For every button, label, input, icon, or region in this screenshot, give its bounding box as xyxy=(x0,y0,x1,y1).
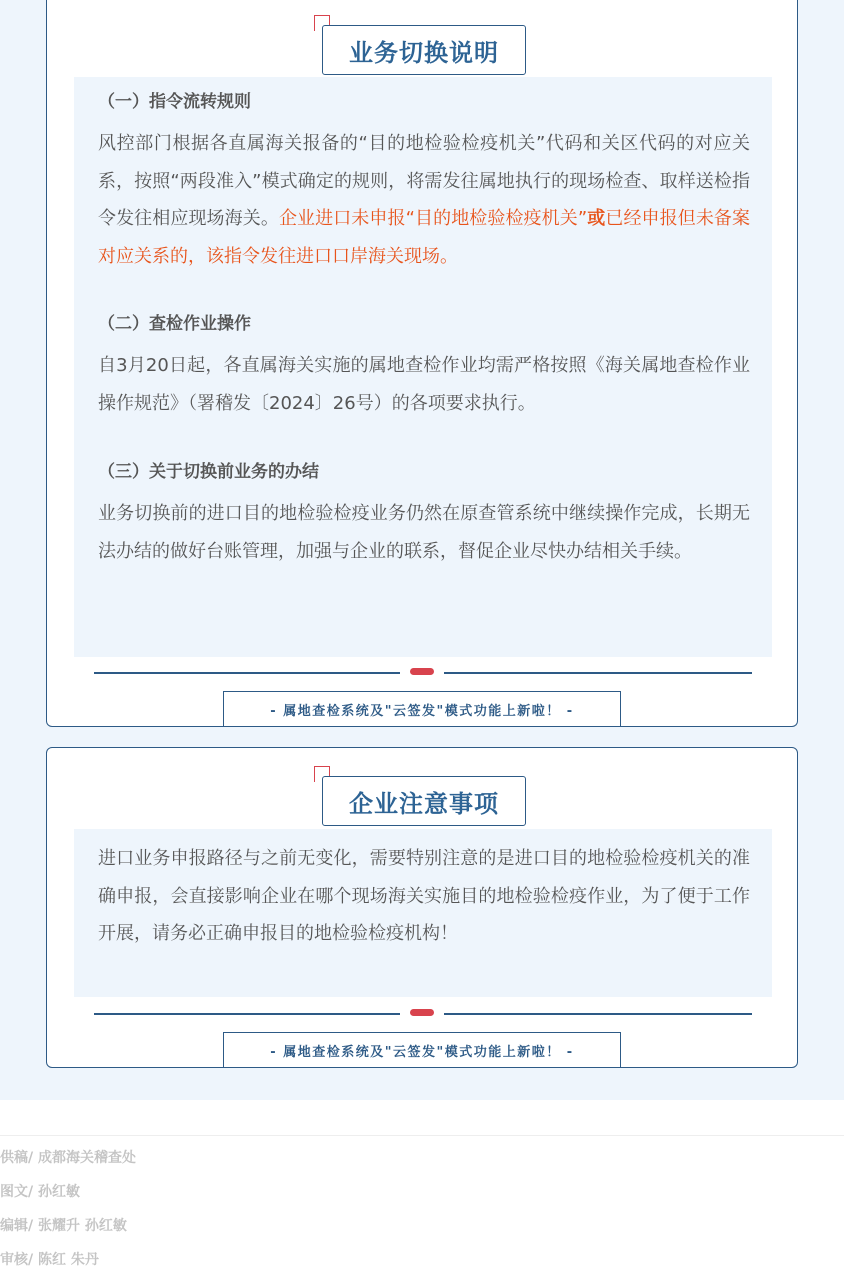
divider-line-right xyxy=(444,672,752,674)
section-title-wrap xyxy=(322,25,526,77)
divider-line-left xyxy=(94,1013,400,1015)
feature-banner: - 属地查检系统及"云签发"模式功能上新啦！ - xyxy=(223,691,621,727)
divider xyxy=(94,1009,752,1019)
paragraph-enterprise-notes: 进口业务申报路径与之前无变化，需要特别注意的是进口目的地检验检疫机关的准确申报，会直接影响企业在哪个现场海关实施目的地检验检疫作业，为了便于工作开展，请务必正确申报目的地检验检疫机构！ xyxy=(98,848,750,944)
subheading-inspection-ops: （二）查检作业操作 xyxy=(98,314,251,334)
section-card-enterprise-notes xyxy=(46,747,798,1068)
paragraph-text: 风控部门根据各直属海关报备的“目的地检验检疫机关”代码和关区代码的对应关系，按照“两段准入”模式确定的规则，将需发往属地执行的现场检查、取样送检指令发往相应现场海关。 xyxy=(98,133,750,229)
subheading-instruction-rules: （一）指令流转规则 xyxy=(98,92,251,112)
credits-section xyxy=(0,1135,844,1136)
credit-editor: 编辑/ 张耀升 孙红敏 xyxy=(0,1218,127,1234)
divider-line-right xyxy=(444,1013,752,1015)
paragraph-inspection-ops: 自3月20日起，各直属海关实施的属地查检作业均需严格按照《海关属地查检作业操作规范》（署稽发〔2024〕26号）的各项要求执行。 xyxy=(98,355,750,414)
highlight-text: 企业进口未申报“目的地检验检疫机关” xyxy=(278,208,588,229)
highlight-text: 已经申报但未备案对应关系的，该指令发往进口口岸海关现场。 xyxy=(98,208,751,267)
credit-contributor: 供稿/ 成都海关稽查处 xyxy=(0,1150,136,1166)
content-panel xyxy=(74,77,772,657)
paragraph-instruction-rules xyxy=(98,125,750,275)
credit-graphics: 图文/ 孙红敏 xyxy=(0,1184,80,1200)
highlight-bold-text: 或 xyxy=(587,208,606,229)
paragraph-pre-switch: 业务切换前的进口目的地检验检疫业务仍然在原查管系统中继续操作完成，长期无法办结的做好台账管理，加强与企业的联系，督促企业尽快办结相关手续。 xyxy=(98,503,750,562)
section-card-business-switch xyxy=(46,0,798,727)
divider xyxy=(94,668,752,678)
content-panel xyxy=(74,829,772,997)
divider-dot xyxy=(410,668,434,675)
divider-dot xyxy=(410,1009,434,1016)
section-title: 企业注意事项 xyxy=(322,776,526,826)
subheading-pre-switch: （三）关于切换前业务的办结 xyxy=(98,462,319,482)
section-title: 业务切换说明 xyxy=(322,25,526,75)
section-title-wrap xyxy=(322,776,526,828)
credit-reviewer: 审核/ 陈红 朱丹 xyxy=(0,1252,99,1268)
feature-banner: - 属地查检系统及"云签发"模式功能上新啦！ - xyxy=(223,1032,621,1068)
divider-line-left xyxy=(94,672,400,674)
